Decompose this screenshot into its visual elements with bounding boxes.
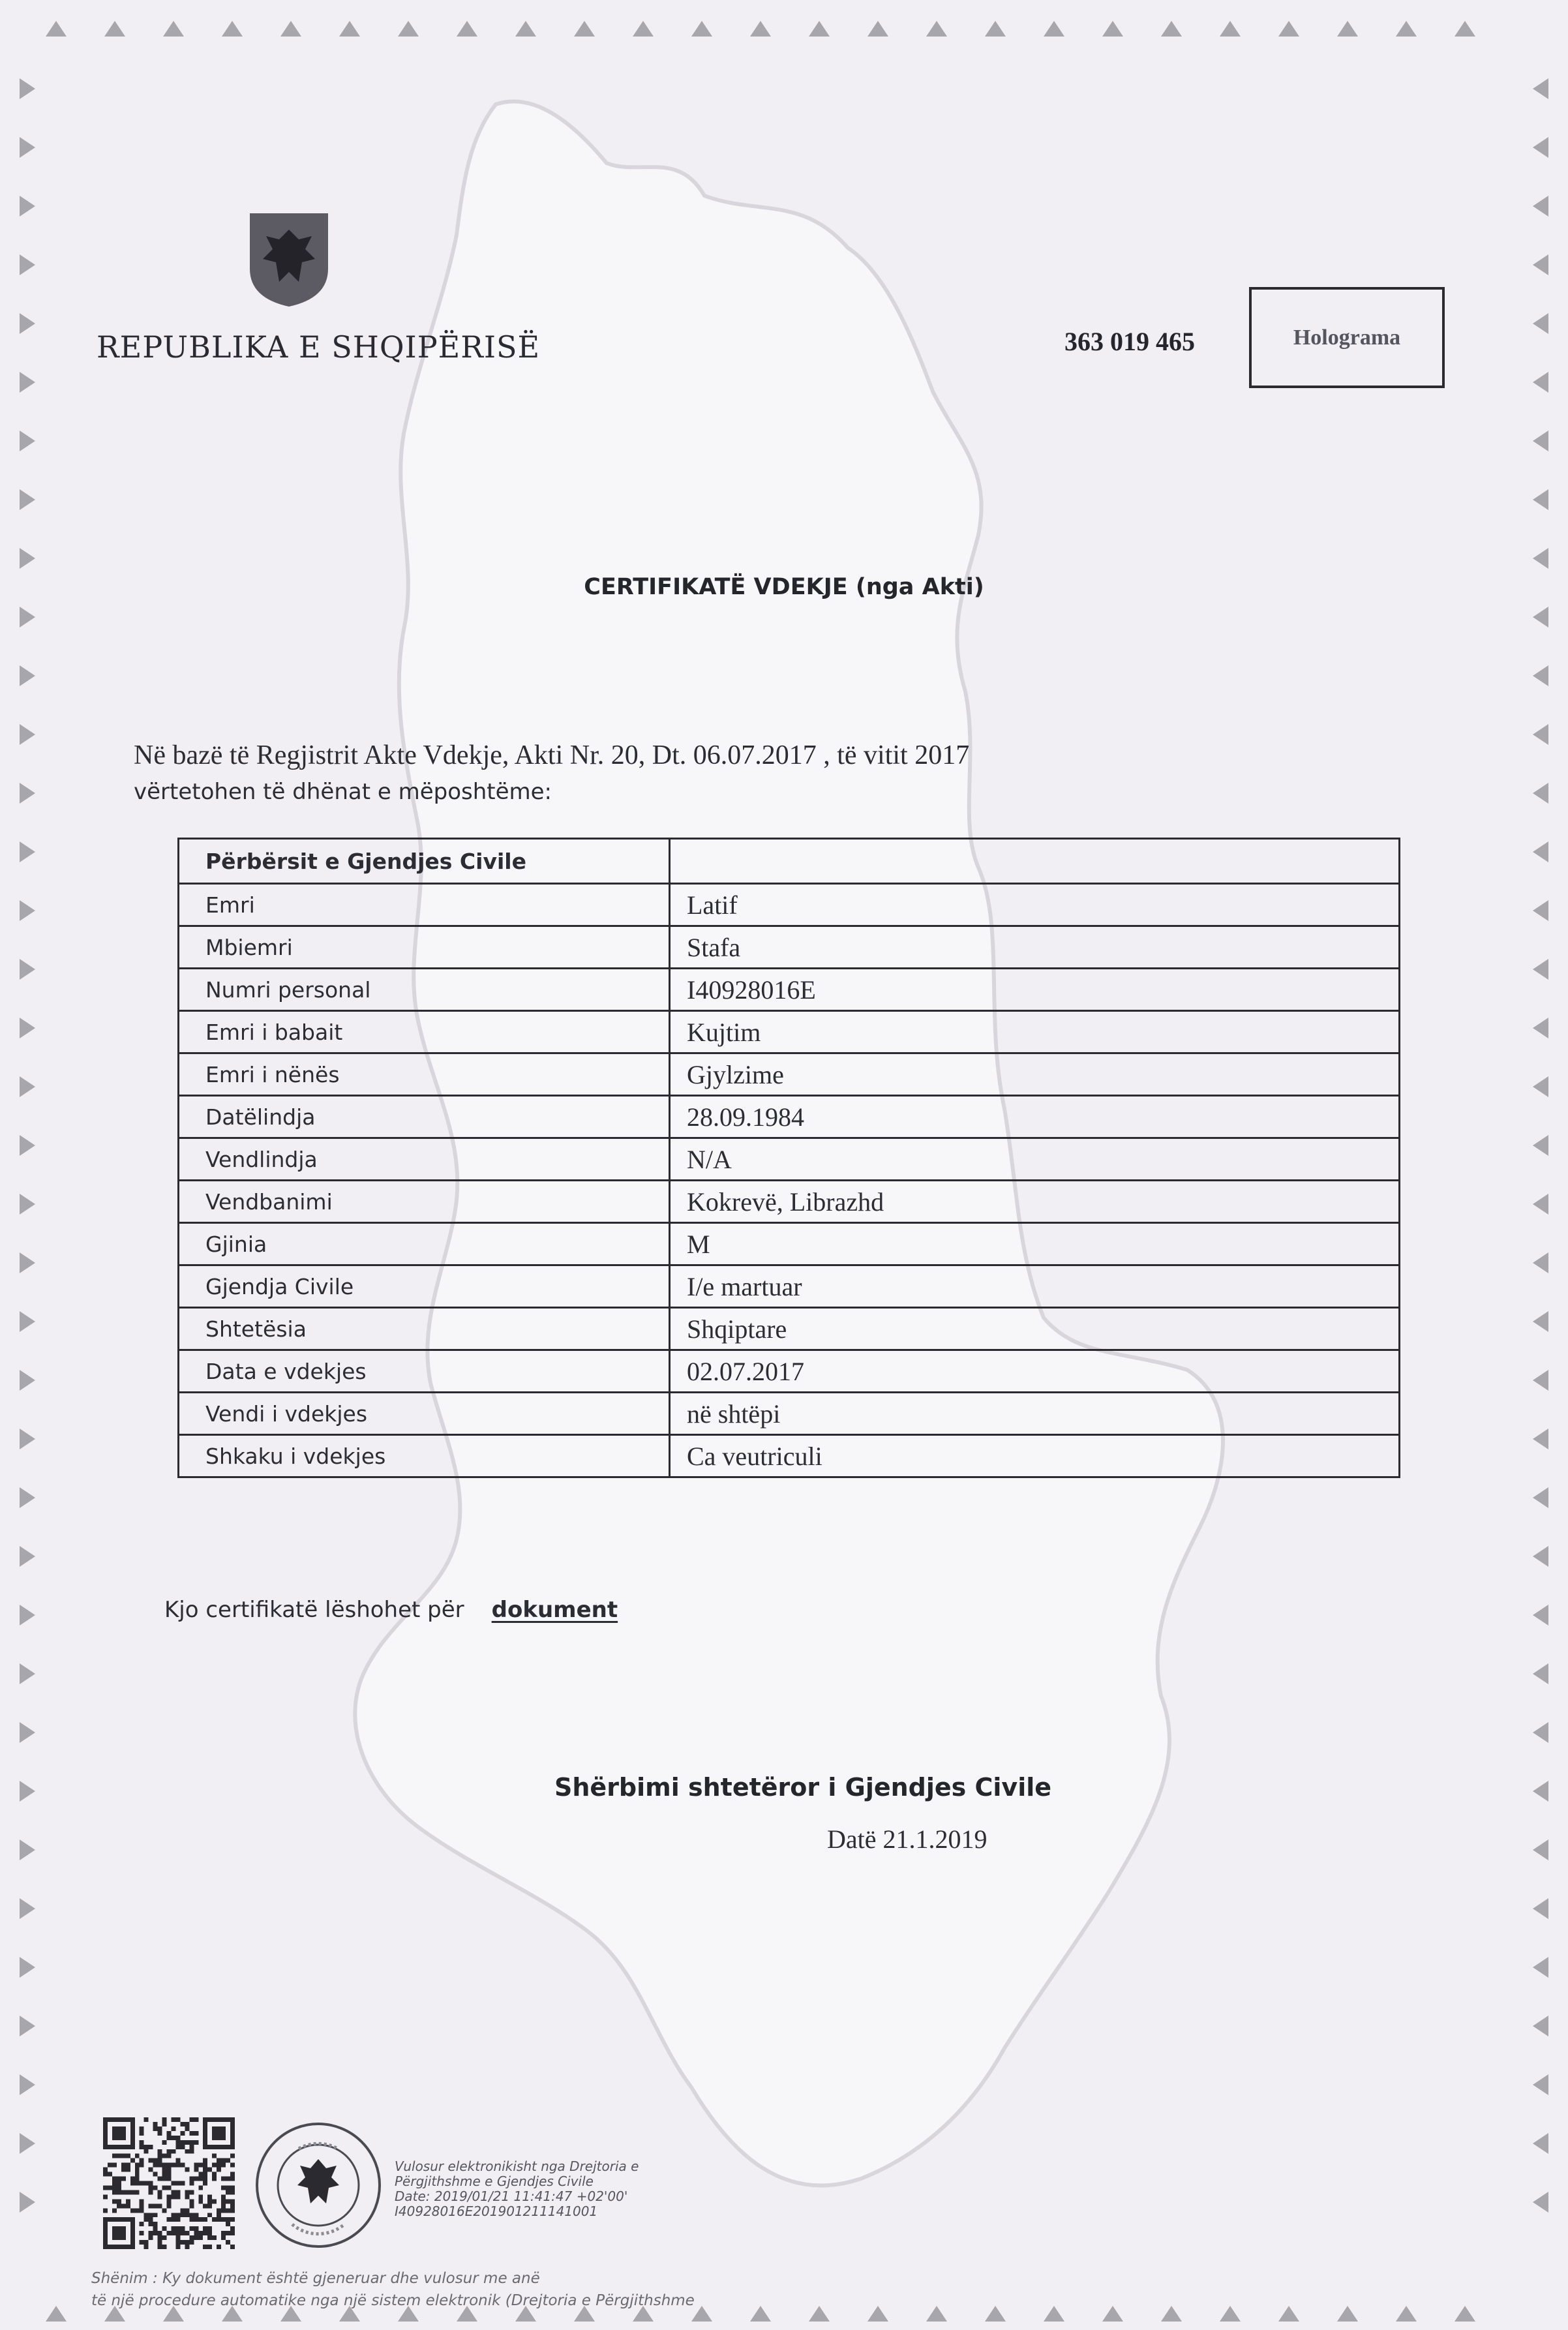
row-label: Emri i babait	[179, 1011, 670, 1053]
row-label: Shkaku i vdekjes	[179, 1435, 670, 1477]
row-value: I40928016E	[670, 969, 1400, 1011]
row-value: M	[670, 1223, 1400, 1265]
footnote	[91, 2267, 1004, 2312]
table-row	[179, 1350, 1400, 1393]
row-value: në shtëpi	[670, 1393, 1400, 1435]
elec-line-4: I40928016E201901211141001	[395, 2203, 598, 2219]
row-label: Gjinia	[179, 1223, 670, 1265]
row-value: 28.09.1984	[670, 1096, 1400, 1138]
elec-line-1: Vulosur elektronikisht nga Drejtoria e	[395, 2158, 639, 2174]
table-row	[179, 1053, 1400, 1096]
intro-line-2: vërtetohen të dhënat e mëposhtëme:	[134, 779, 552, 805]
row-value: Shqiptare	[670, 1308, 1400, 1350]
row-value: Ca veutriculi	[670, 1435, 1400, 1477]
table-row	[179, 1181, 1400, 1223]
document-title	[0, 574, 1568, 600]
intro-text	[134, 737, 1373, 810]
row-value: Gjylzime	[670, 1053, 1400, 1096]
row-value: Kujtim	[670, 1011, 1400, 1053]
electronic-seal-text	[395, 2159, 734, 2219]
issued-for	[164, 1597, 618, 1623]
table-header-row	[179, 839, 1400, 884]
table-row	[179, 884, 1400, 926]
document-title-text: CERTIFIKATË VDEKJE (nga Akti)	[584, 574, 984, 600]
albanian-eagle-emblem-icon	[247, 210, 331, 308]
table-row	[179, 1393, 1400, 1435]
table-row	[179, 1096, 1400, 1138]
row-value: I/e martuar	[670, 1265, 1400, 1308]
table-row	[179, 1138, 1400, 1181]
official-seal-icon	[253, 2120, 384, 2250]
table-row	[179, 1223, 1400, 1265]
issued-for-value: dokument	[491, 1597, 618, 1623]
row-label: Data e vdekjes	[179, 1350, 670, 1393]
table-row	[179, 1308, 1400, 1350]
note-line-1: Shënim : Ky dokument është gjeneruar dhe vulosur me anë	[91, 2270, 540, 2287]
row-label: Vendlindja	[179, 1138, 670, 1181]
issue-date: Datë 21.1.2019	[827, 1824, 988, 1854]
row-label: Gjendja Civile	[179, 1265, 670, 1308]
note-line-2: të një procedure automatike nga një sistem elektronik (Drejtoria e Përgjithshme	[91, 2292, 695, 2309]
table-header: Përbërsit e Gjendjes Civile	[179, 839, 670, 884]
row-value: Latif	[670, 884, 1400, 926]
row-value: 02.07.2017	[670, 1350, 1400, 1393]
row-value: Stafa	[670, 926, 1400, 969]
row-label: Vendi i vdekjes	[179, 1393, 670, 1435]
table-header-empty	[670, 839, 1400, 884]
row-value: N/A	[670, 1138, 1400, 1181]
table-row	[179, 969, 1400, 1011]
row-label: Datëlindja	[179, 1096, 670, 1138]
row-label: Mbiemri	[179, 926, 670, 969]
issued-for-label: Kjo certifikatë lëshohet për	[164, 1597, 464, 1623]
intro-line-1: Në bazë të Regjistrit Akte Vdekje, Akti Nr. 20, Dt. 06.07.2017 , të vitit 2017	[134, 740, 970, 770]
hologram-label: Holograma	[1293, 325, 1401, 350]
table-row	[179, 1435, 1400, 1477]
issuing-service: Shërbimi shtetëror i Gjendjes Civile	[554, 1773, 1052, 1802]
table-row	[179, 1011, 1400, 1053]
table-row	[179, 1265, 1400, 1308]
serial-number: 363 019 465	[1064, 327, 1195, 356]
civil-status-table	[177, 838, 1400, 1478]
republic-title: REPUBLIKA E SHQIPËRISË	[97, 329, 541, 365]
row-label: Shtetësia	[179, 1308, 670, 1350]
row-label: Vendbanimi	[179, 1181, 670, 1223]
row-value: Kokrevë, Librazhd	[670, 1181, 1400, 1223]
row-label: Numri personal	[179, 969, 670, 1011]
table-row	[179, 926, 1400, 969]
qr-code-icon	[103, 2117, 235, 2249]
row-label: Emri i nënës	[179, 1053, 670, 1096]
row-label: Emri	[179, 884, 670, 926]
hologram-box	[1249, 287, 1445, 388]
elec-line-2: Përgjithshme e Gjendjes Civile	[395, 2173, 594, 2189]
elec-line-3: Date: 2019/01/21 11:41:47 +02'00'	[395, 2188, 628, 2204]
